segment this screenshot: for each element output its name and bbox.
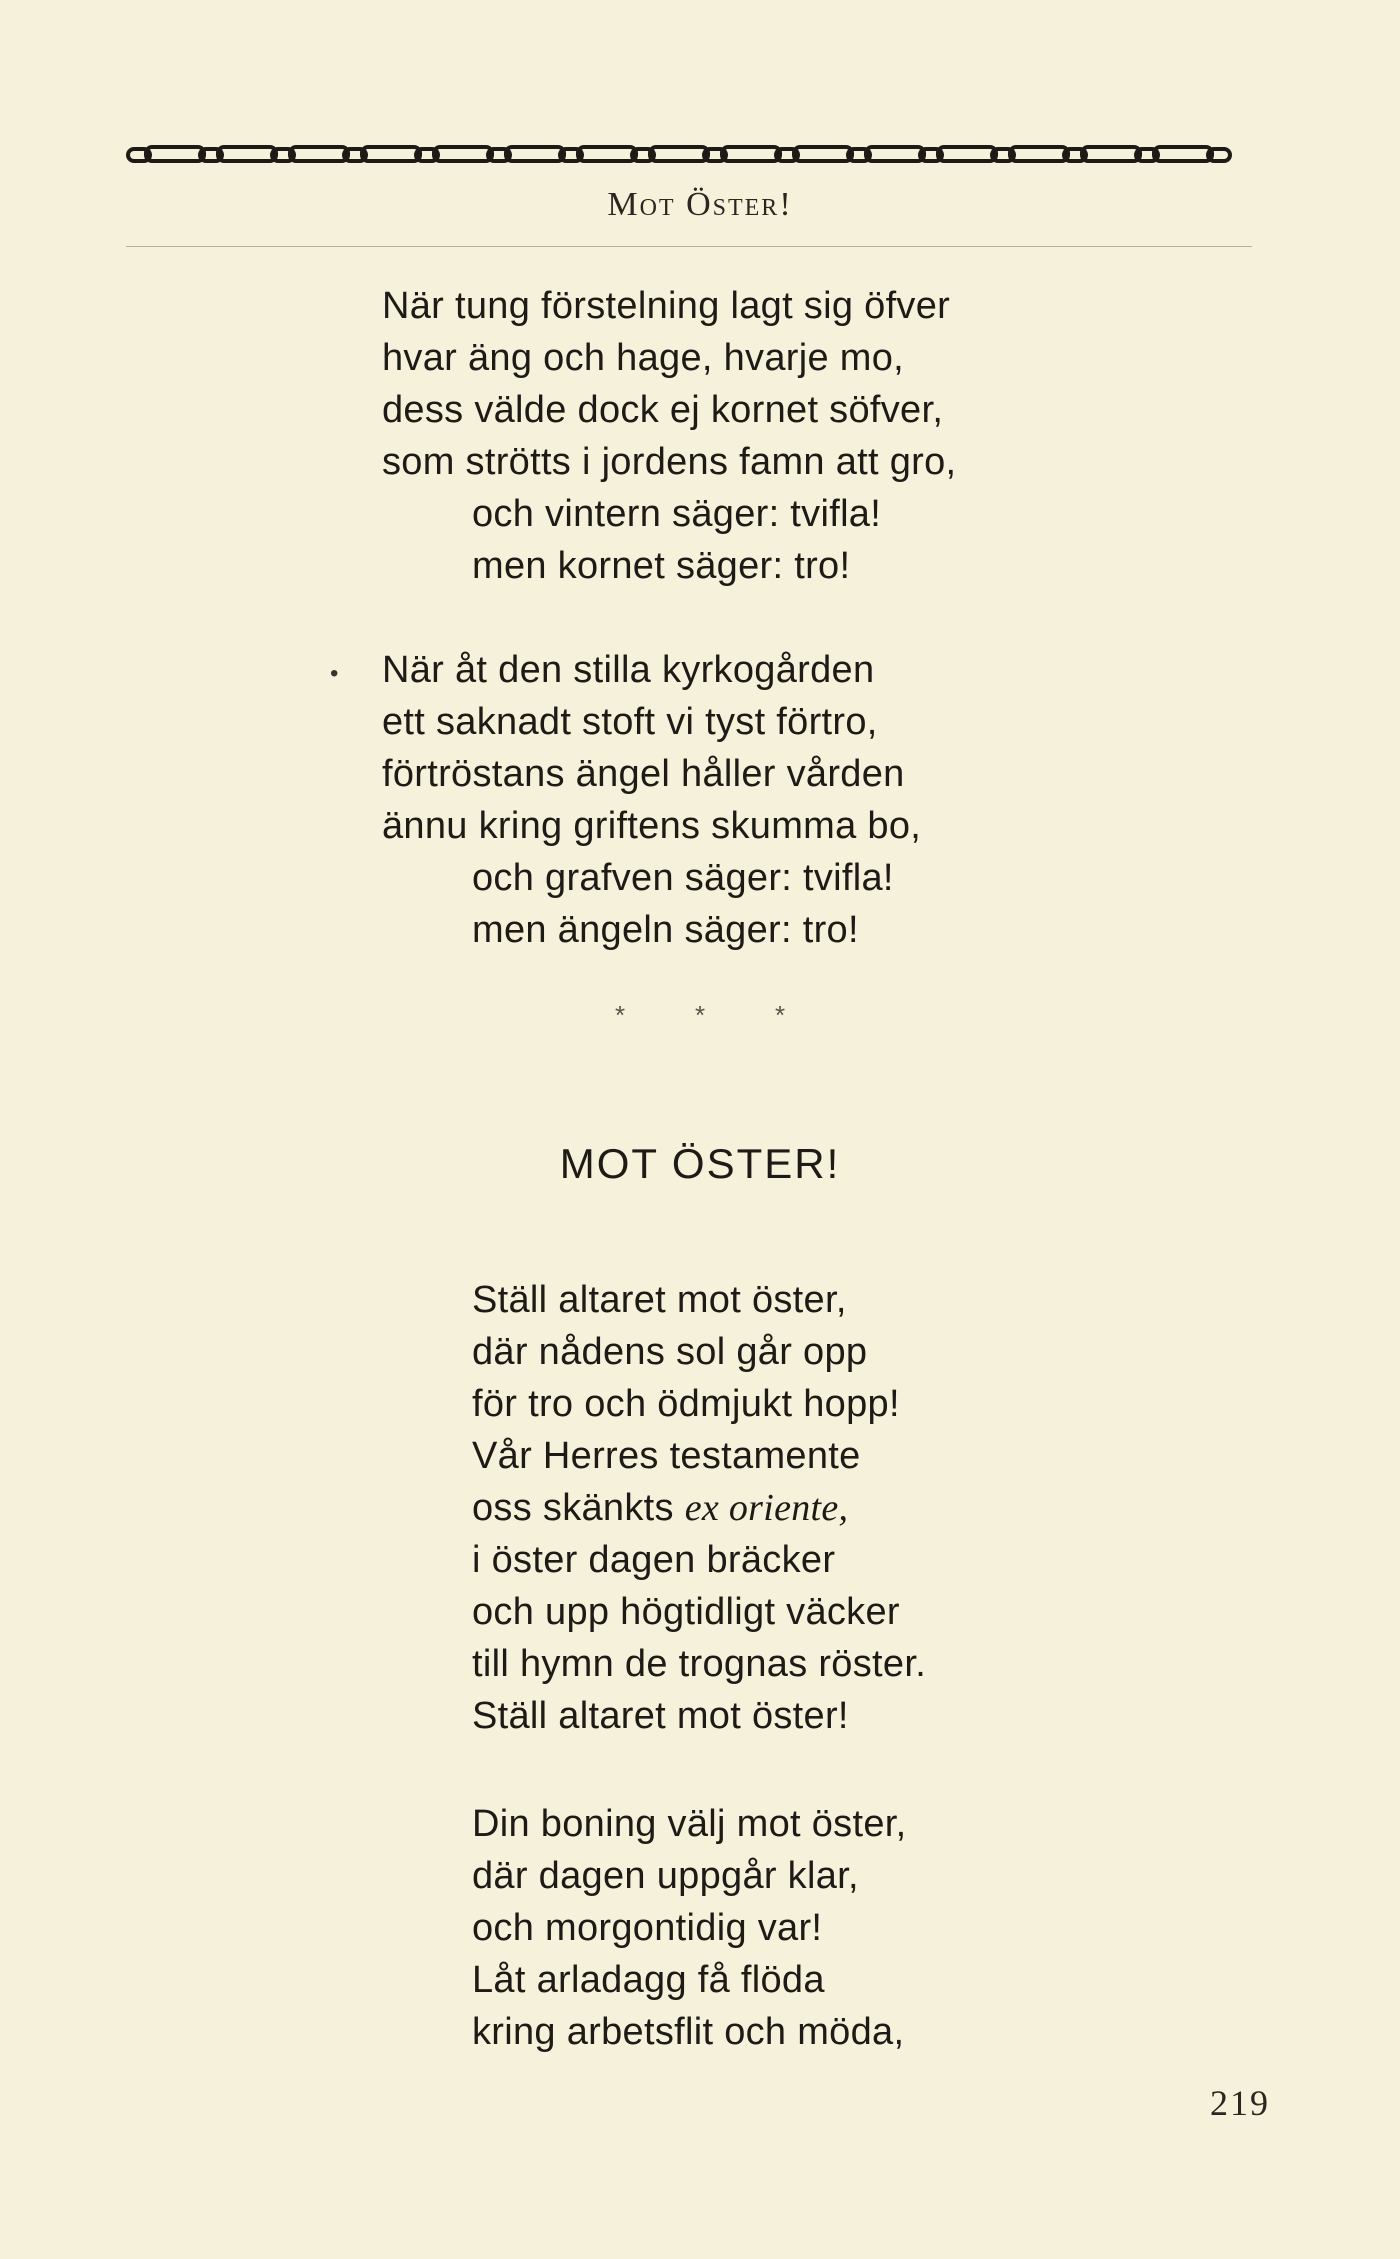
verse-line: i öster dagen bräcker: [472, 1539, 836, 1581]
verse-line: där dagen uppgår klar,: [472, 1855, 859, 1897]
margin-mark: •: [330, 660, 339, 687]
verse-line: När åt den stilla kyrkogården: [382, 649, 875, 691]
chain-long-link: [578, 147, 636, 161]
verse-line: förtröstans ängel håller vården: [382, 753, 905, 795]
asterisk-icon: *: [694, 1000, 706, 1030]
verse-line: dess välde dock ej kornet söfver,: [382, 389, 944, 431]
verse-line: och vintern säger: tvifla!: [472, 493, 882, 535]
verse-line: för tro och ödmjukt hopp!: [472, 1383, 900, 1425]
verse-line: Ställ altaret mot öster,: [472, 1279, 847, 1321]
chain-long-link: [218, 147, 276, 161]
verse-line: kring arbetsflit och möda,: [472, 2011, 905, 2053]
latin-phrase: ex oriente,: [684, 1487, 849, 1529]
header-rule: [126, 246, 1252, 247]
verse-line: till hymn de trognas röster.: [472, 1643, 927, 1685]
chain-long-link: [362, 147, 420, 161]
poem-title: MOT ÖSTER!: [559, 1140, 841, 1187]
verse-line-text: oss skänkts: [472, 1487, 685, 1529]
stanza-4: [472, 1798, 906, 2058]
verse-line: som strötts i jordens famn att gro,: [382, 441, 957, 483]
page-number: 219: [1210, 2083, 1270, 2123]
verse-line: där nådens sol går opp: [472, 1331, 868, 1373]
verse-line: men ängeln säger: tro!: [472, 909, 859, 951]
verse-line: Ställ altaret mot öster!: [472, 1695, 849, 1737]
chain-long-link: [434, 147, 492, 161]
verse-line: Låt arladagg få flöda: [472, 1959, 825, 2001]
chain-long-link: [794, 147, 852, 161]
stanza-2: [382, 644, 921, 956]
chain-long-link: [1010, 147, 1068, 161]
chain-long-link: [866, 147, 924, 161]
chain-long-link: [938, 147, 996, 161]
verse-line: och morgontidig var!: [472, 1907, 823, 1949]
verse-line: När tung förstelning lagt sig öfver: [382, 285, 951, 327]
stanza-1: [382, 280, 956, 592]
verse-line: hvar äng och hage, hvarje mo,: [382, 337, 905, 379]
verse-line: Vår Herres testamente: [472, 1435, 861, 1477]
verse-line: ännu kring griftens skumma bo,: [382, 805, 922, 847]
verse-line: men kornet säger: tro!: [472, 545, 851, 587]
chain-long-link: [1154, 147, 1212, 161]
stanza-3: [472, 1274, 926, 1742]
asterisk-icon: *: [774, 1000, 786, 1030]
chain-ornament-border: [126, 142, 1274, 168]
chain-long-link: [506, 147, 564, 161]
chain-long-link: [290, 147, 348, 161]
chain-long-link: [650, 147, 708, 161]
running-head: Mot Öster!: [607, 186, 793, 223]
chain-long-link: [722, 147, 780, 161]
verse-line: och upp högtidligt väcker: [472, 1591, 900, 1633]
section-divider-asterisms: [600, 1000, 800, 1031]
verse-line: ett saknadt stoft vi tyst förtro,: [382, 701, 878, 743]
verse-line: Din boning välj mot öster,: [472, 1803, 907, 1845]
chain-long-link: [1082, 147, 1140, 161]
chain-long-link: [146, 147, 204, 161]
verse-line: och grafven säger: tvifla!: [472, 857, 894, 899]
verse-line: [472, 1482, 926, 1534]
asterisk-icon: *: [614, 1000, 626, 1030]
